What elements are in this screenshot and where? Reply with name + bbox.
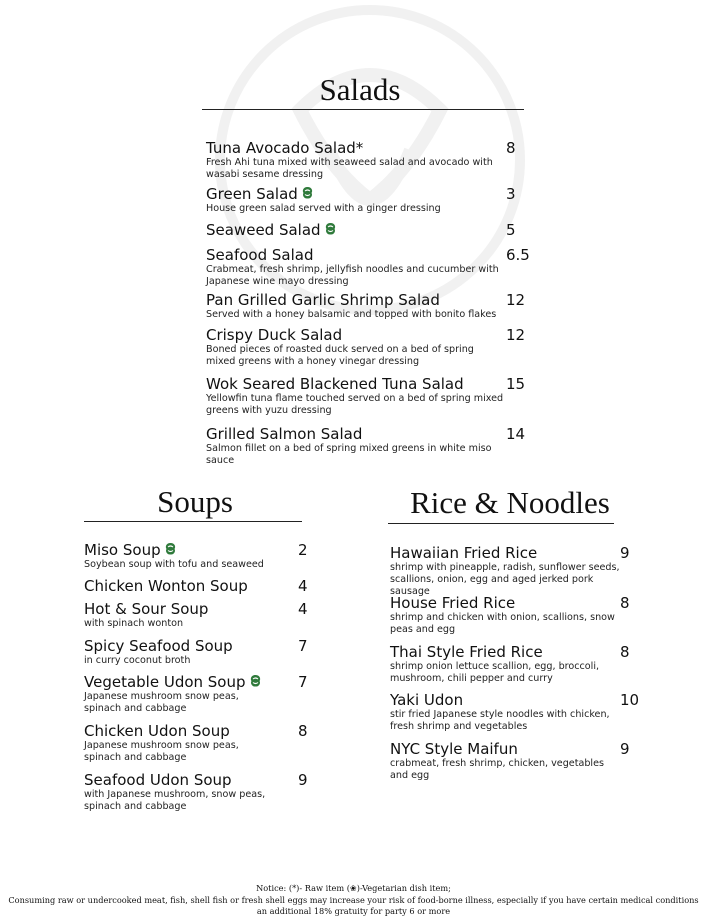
menu-item-price: 9 [620,544,630,562]
menu-item-description: Japanese mushroom snow peas, spinach and cabbage [84,740,239,763]
salads-divider [202,109,524,110]
menu-item [206,185,506,215]
menu-item-name: Seaweed Salad [206,221,321,239]
vegetarian-icon [301,186,314,200]
menu-item-name: Thai Style Fried Rice [390,643,543,661]
menu-item-price: 6.5 [506,246,530,264]
menu-item [390,594,625,636]
rice-noodles-title: Rice & Noodles [410,485,610,520]
menu-item-description: with spinach wonton [84,618,184,629]
notice-line-3: an additional 18% gratuity for party 6 or more [256,906,451,916]
menu-item-description: in curry coconut broth [84,655,191,666]
menu-item-name: Seafood Udon Soup [84,771,232,789]
menu-item-description: Fresh Ahi tuna mixed with seaweed salad and avocado with wasabi sesame dressing [206,157,493,180]
menu-item-price: 2 [298,541,308,559]
menu-item-description: Yellowfin tuna flame touched served on a bed of spring mixed greens with yuzu dressing [206,393,504,416]
menu-item-name: NYC Style Maifun [390,740,518,758]
menu-item-description: Salmon fillet on a bed of spring mixed greens in white miso sauce [206,443,492,466]
menu-item-price: 7 [298,637,308,655]
menu-item-description: shrimp and chicken with onion, scallions, snow peas and egg [390,612,615,635]
menu-item [206,246,506,288]
menu-item-description: Soybean soup with tofu and seaweed [84,559,264,570]
vegetarian-icon [164,542,177,556]
menu-item-price: 9 [620,740,630,758]
menu-item-name: Chicken Wonton Soup [84,577,248,595]
menu-item-name: Wok Seared Blackened Tuna Salad [206,375,464,393]
menu-item-name: Hot & Sour Soup [84,600,209,618]
menu-item-name: Spicy Seafood Soup [84,637,233,655]
menu-item-price: 12 [506,291,526,309]
menu-item-name: House Fried Rice [390,594,516,612]
menu-item [390,544,625,598]
menu-item [84,637,269,667]
menu-item [390,643,625,685]
menu-item-description: Crabmeat, fresh shrimp, jellyfish noodles and cucumber with Japanese wine mayo dressing [206,264,499,287]
menu-item [84,771,269,813]
menu-item-price: 7 [298,673,308,691]
menu-item-price: 10 [620,691,640,709]
menu-item [84,541,269,571]
menu-item [84,577,269,595]
rice-noodles-divider [388,523,614,524]
menu-item-price: 3 [506,185,516,203]
menu-item-description: shrimp onion lettuce scallion, egg, broccoli, mushroom, chili pepper and curry [390,661,600,684]
menu-item-name: Hawaiian Fried Rice [390,544,538,562]
vegetarian-icon [324,222,337,236]
menu-item-name: Green Salad [206,185,298,203]
menu-item-price: 5 [506,221,516,239]
menu-item-price: 14 [506,425,526,443]
menu-item-name: Chicken Udon Soup [84,722,230,740]
notice-line-2: Consuming raw or undercooked meat, fish, shell fish or fresh shell eggs may increase your risk of food-borne illness, especially if you have certain medical conditions [8,895,699,905]
menu-item-price: 8 [298,722,308,740]
menu-item-name: Crispy Duck Salad [206,326,343,344]
menu-item-description: Served with a honey balsamic and topped with bonito flakes [206,309,497,320]
soups-divider [84,521,302,522]
menu-item [206,425,506,467]
menu-item-description: with Japanese mushroom, snow peas, spinach and cabbage [84,789,266,812]
menu-item-description: stir fried Japanese style noodles with chicken, fresh shrimp and vegetables [390,709,610,732]
menu-item [206,291,506,321]
menu-item-name: Seafood Salad [206,246,314,264]
menu-item [84,600,269,630]
notice-line-1: Notice: (*)- Raw item (❀)-Vegetarian dish item; [256,883,451,893]
menu-item-price: 12 [506,326,526,344]
menu-item-description: Japanese mushroom snow peas, spinach and cabbage [84,691,239,714]
soups-title: Soups [157,484,233,519]
menu-item [390,691,625,733]
menu-item-description: crabmeat, fresh shrimp, chicken, vegetables and egg [390,758,604,781]
menu-item [206,221,506,239]
menu-item-description: House green salad served with a ginger dressing [206,203,441,214]
menu-item-name: Miso Soup [84,541,161,559]
menu-item-price: 4 [298,600,308,618]
menu-item-price: 8 [506,139,516,157]
menu-item-name: Vegetable Udon Soup [84,673,246,691]
menu-item-description: Boned pieces of roasted duck served on a bed of spring mixed greens with a honey vinegar dressing [206,344,474,367]
menu-item [206,375,506,417]
menu-item [390,740,625,782]
menu-item [206,139,506,181]
menu-item-price: 8 [620,594,630,612]
salads-title: Salads [319,72,401,107]
menu-item-name: Tuna Avocado Salad* [206,139,364,157]
vegetarian-icon [249,674,262,688]
menu-item-price: 15 [506,375,526,393]
menu-item [84,722,269,764]
menu-item-name: Pan Grilled Garlic Shrimp Salad [206,291,440,309]
menu-item-price: 8 [620,643,630,661]
menu-item [84,673,269,715]
menu-item-description: shrimp with pineapple, radish, sunflower seeds, scallions, onion, egg and aged jerked pork sausage [390,562,620,597]
menu-item-name: Grilled Salmon Salad [206,425,363,443]
menu-item-price: 4 [298,577,308,595]
menu-item [206,326,506,368]
menu-item-name: Yaki Udon [390,691,464,709]
menu-item-price: 9 [298,771,308,789]
